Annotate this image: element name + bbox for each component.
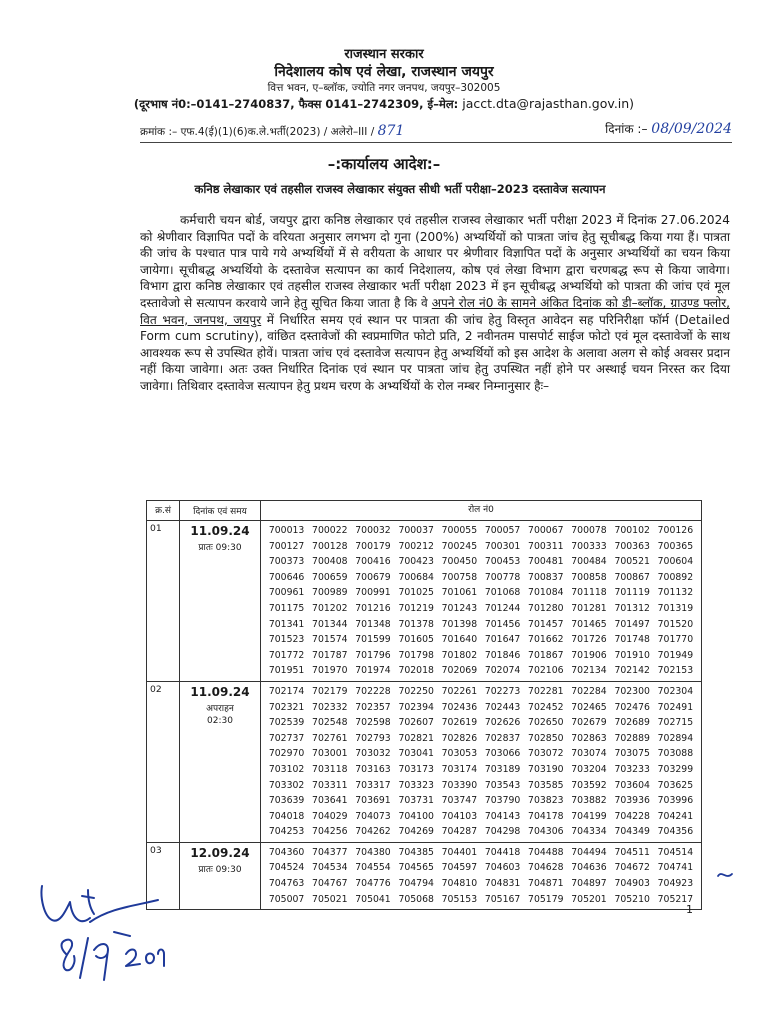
roll-number: 703299 [657, 763, 694, 775]
roll-number: 703173 [398, 763, 434, 775]
roll-number: 704628 [528, 862, 564, 874]
roll-number: 704776 [355, 878, 391, 890]
roll-number: 703747 [441, 795, 478, 807]
roll-number: 703074 [571, 748, 607, 760]
roll-number: 703936 [614, 795, 650, 807]
roll-number: 701949 [657, 649, 694, 661]
roll-number: 701906 [571, 649, 607, 661]
roll-number: 700646 [268, 571, 305, 583]
roll-number: 701175 [268, 602, 305, 614]
row-date-time [180, 681, 261, 842]
table-header-row [147, 501, 702, 521]
roll-number: 701084 [528, 587, 564, 599]
roll-number: 703072 [528, 748, 564, 760]
roll-number: 705167 [484, 893, 521, 905]
roll-number: 701523 [268, 634, 305, 646]
roll-number: 704380 [355, 846, 391, 858]
roll-number: 703790 [484, 795, 521, 807]
roll-number: 701796 [355, 649, 391, 661]
order-subject: कनिष्ठ लेखाकार एवं तहसील राजस्व लेखाकार संयुक्त सीधी भर्ती परीक्षा–2023 दस्तावेज सत्यापन [194, 182, 606, 196]
roll-number: 702539 [268, 717, 305, 729]
roll-number: 700127 [268, 540, 305, 552]
contact-prefix: (दूरभाष नं0:–0141–2740837, फैक्स 0141–2742309, ई–मेल: [133, 97, 463, 111]
roll-number: 702715 [657, 717, 694, 729]
row-serial: 01 [147, 521, 180, 682]
contact-line [0, 96, 768, 112]
roll-number: 702598 [355, 717, 391, 729]
roll-number: 700102 [614, 525, 650, 536]
roll-number: 702250 [398, 685, 434, 697]
roll-number: 704377 [312, 846, 348, 858]
roll-number: 703174 [441, 763, 478, 775]
roll-number: 704073 [355, 810, 391, 822]
roll-number: 701974 [355, 665, 391, 677]
roll-number: 701662 [528, 634, 564, 646]
roll-number: 704636 [571, 862, 607, 874]
roll-number: 701119 [614, 587, 650, 599]
roll-number: 703189 [484, 763, 521, 775]
roll-number: 703641 [312, 795, 348, 807]
roll-number: 701202 [312, 602, 348, 614]
roll-number: 701910 [614, 649, 650, 661]
roll-number: 700128 [312, 540, 348, 552]
roll-number: 704488 [528, 846, 564, 858]
roll-number: 703592 [571, 779, 607, 791]
roll-number: 703302 [268, 779, 305, 791]
roll-number: 700858 [571, 571, 607, 583]
roll-number: 702837 [484, 732, 521, 744]
roll-number: 704385 [398, 846, 434, 858]
roll-number: 701341 [268, 618, 305, 630]
roll-number: 704306 [528, 826, 564, 838]
roll-number: 704794 [398, 878, 434, 890]
roll-number: 700179 [355, 540, 391, 552]
roll-number: 700212 [398, 540, 434, 552]
roll-number: 702281 [528, 685, 564, 697]
roll-number: 703118 [312, 763, 348, 775]
roll-number: 700991 [355, 587, 391, 599]
header-date: दिनांक एवं समय [180, 501, 261, 521]
roll-number: 704511 [614, 846, 650, 858]
row-roll-numbers [261, 842, 702, 909]
roll-number: 702261 [441, 685, 478, 697]
kramank-number: 871 [377, 123, 405, 139]
roll-number: 703053 [441, 748, 478, 760]
order-date [605, 120, 732, 137]
roll-number: 702174 [268, 685, 305, 697]
roll-number: 702394 [398, 701, 434, 713]
roll-number: 702894 [657, 732, 694, 744]
roll-number: 702889 [614, 732, 650, 744]
roll-number: 700892 [657, 571, 694, 583]
row-serial: 02 [147, 681, 180, 842]
roll-number: 700778 [484, 571, 521, 583]
roll-number: 705041 [355, 893, 391, 905]
roll-number: 701599 [355, 634, 391, 646]
roll-number: 704241 [657, 810, 694, 822]
roll-number: 704494 [571, 846, 607, 858]
order-title: –:कार्यालय आदेश:– [327, 155, 441, 173]
roll-number: 705179 [528, 893, 564, 905]
roll-number: 704524 [268, 862, 305, 874]
roll-number: 700837 [528, 571, 564, 583]
roll-number: 701118 [571, 587, 607, 599]
roll-number: 703088 [657, 748, 694, 760]
roll-number: 702443 [484, 701, 521, 713]
roll-number: 700481 [528, 556, 564, 568]
roll-number: 704199 [571, 810, 607, 822]
roll-number: 702821 [398, 732, 434, 744]
roll-number: 704554 [355, 862, 391, 874]
handwritten-signature [30, 878, 190, 988]
roll-number: 702179 [312, 685, 348, 697]
roll-number: 703882 [571, 795, 607, 807]
roll-number: 704360 [268, 846, 305, 858]
roll-number: 700078 [571, 525, 607, 536]
roll-number: 701219 [398, 602, 434, 614]
roll-number: 701398 [441, 618, 478, 630]
roll-number: 701465 [571, 618, 607, 630]
roll-number: 701787 [312, 649, 348, 661]
roll-number: 704897 [571, 878, 607, 890]
roll-number: 702476 [614, 701, 650, 713]
roll-number: 703190 [528, 763, 564, 775]
roll-number: 704565 [398, 862, 434, 874]
roll-number: 705068 [398, 893, 434, 905]
row-session: अपराहन [206, 703, 234, 714]
roll-number: 702850 [528, 732, 564, 744]
roll-number: 704831 [484, 878, 521, 890]
roll-number: 701605 [398, 634, 434, 646]
roll-number: 700057 [484, 525, 521, 536]
roll-number: 701132 [657, 587, 694, 599]
roll-number: 702273 [484, 685, 521, 697]
roll-number: 700867 [614, 571, 650, 583]
roll-number: 703823 [528, 795, 564, 807]
roll-number: 700301 [484, 540, 521, 552]
roll-number: 701280 [528, 602, 564, 614]
roll-number: 700333 [571, 540, 607, 552]
roll-number: 702491 [657, 701, 694, 713]
roll-number: 701281 [571, 602, 607, 614]
roll-number: 702761 [312, 732, 348, 744]
roll-grid [262, 522, 700, 680]
roll-number: 702689 [614, 717, 650, 729]
roll-number: 700311 [528, 540, 564, 552]
roll-number: 703233 [614, 763, 650, 775]
roll-number: 700022 [312, 525, 348, 536]
row-session: प्रातः 09:30 [198, 864, 242, 875]
roll-number: 702607 [398, 717, 434, 729]
roll-number: 703323 [398, 779, 434, 791]
roll-number: 702679 [571, 717, 607, 729]
order-body [140, 212, 730, 395]
reference-line [140, 120, 732, 142]
roll-number: 701798 [398, 649, 434, 661]
roll-number: 702452 [528, 701, 564, 713]
roll-number: 704253 [268, 826, 305, 838]
roll-number: 700450 [441, 556, 478, 568]
roll-number: 701951 [268, 665, 305, 677]
roll-number: 703102 [268, 763, 305, 775]
row-date: 11.09.24 [190, 684, 250, 699]
roll-number: 702228 [355, 685, 391, 697]
row-date: 11.09.24 [190, 524, 250, 538]
roll-number: 700013 [268, 525, 305, 536]
roll-number: 700055 [441, 525, 478, 536]
roll-number: 703032 [355, 748, 391, 760]
row-roll-numbers [261, 521, 702, 682]
roll-number: 704597 [441, 862, 478, 874]
roll-number: 700604 [657, 556, 694, 568]
roll-number: 701344 [312, 618, 348, 630]
roll-number: 701312 [614, 602, 650, 614]
roll-number: 702863 [571, 732, 607, 744]
roll-number: 702619 [441, 717, 478, 729]
roll-number: 702321 [268, 701, 305, 713]
roll-number: 702436 [441, 701, 478, 713]
roll-number: 702304 [657, 685, 694, 697]
roll-grid [262, 683, 700, 841]
divider [140, 142, 732, 143]
roll-number: 704349 [614, 826, 650, 838]
roll-number: 704287 [441, 826, 478, 838]
roll-number: 702142 [614, 665, 650, 677]
date-label: दिनांक :– [605, 122, 652, 136]
roll-number: 701574 [312, 634, 348, 646]
roll-number: 701348 [355, 618, 391, 630]
roll-number: 700373 [268, 556, 305, 568]
roll-number: 701867 [528, 649, 564, 661]
roll-number: 704903 [614, 878, 650, 890]
row-serial: 03 [147, 842, 180, 909]
roll-number: 704741 [657, 862, 694, 874]
roll-number: 701068 [484, 587, 521, 599]
roll-number: 704334 [571, 826, 607, 838]
roll-number: 700363 [614, 540, 650, 552]
roll-number: 700521 [614, 556, 650, 568]
roll-number: 703543 [484, 779, 521, 791]
roll-number: 703066 [484, 748, 521, 760]
roll-number: 700408 [312, 556, 348, 568]
roll-number: 703585 [528, 779, 564, 791]
roll-number: 704810 [441, 878, 478, 890]
roll-number: 702153 [657, 665, 694, 677]
date-value: 08/09/2024 [651, 121, 732, 137]
row-date-time [180, 842, 261, 909]
roll-number: 700659 [312, 571, 348, 583]
roll-number: 701456 [484, 618, 521, 630]
row-time: 02:30 [207, 715, 233, 726]
roll-number: 703317 [355, 779, 391, 791]
row-roll-numbers [261, 681, 702, 842]
roll-number: 701970 [312, 665, 348, 677]
roll-number: 704401 [441, 846, 478, 858]
roll-number: 700032 [355, 525, 391, 536]
body-part-1: कर्मचारी चयन बोर्ड, जयपुर द्वारा कनिष्ठ लेखाकार एवं तहसील राजस्व लेखाकार भर्ती परीक्षा 2023 में दिनांक 27.06.2024 को श्रेणीवार विज्ञापित पदों के वरियता अनुसार लगभग दो गुना (200%) अभ्यर्थियों को पात्रता जांच हेतु सूचीबद्ध किया गया हैं। पात्रता की जांच के पश्चात पात्र पाये गये अभ्यर्थियों में से वरीयता के आधार पर श्रेणीवार विज्ञापित पदों के अनुसार अभ्यर्थियों का चयन किया जायेगा। सूचीबद्ध अभ्यर्थियो के दस्तावेज सत्यापन का कार्य निदेशालय, कोष एवं लेखा विभाग द्वारा चरणबद्ध रूप से किया जावेगा। विभाग द्वारा कनिष्ठ लेखाकार एवं तहसील राजस्व लेखाकार भर्ती परीक्षा 2023 में इन सूचीबद्ध अभ्यर्थियो को पात्रता की जांच एवं मूल दस्तावेजो से सत्यापन करवाये जाने हेतु सूचित किया जाता है कि वे [140, 213, 730, 310]
order-number [140, 123, 404, 139]
roll-number: 700365 [657, 540, 694, 552]
roll-number: 702134 [571, 665, 607, 677]
roll-number: 703625 [657, 779, 694, 791]
roll-number: 701520 [657, 618, 694, 630]
roll-number: 701378 [398, 618, 434, 630]
roll-number: 703691 [355, 795, 391, 807]
roll-number: 704871 [528, 878, 564, 890]
roll-number: 704298 [484, 826, 521, 838]
govt-name: राजस्थान सरकार [344, 47, 424, 62]
roll-number: 702284 [571, 685, 607, 697]
roll-number: 703311 [312, 779, 348, 791]
roll-number: 702650 [528, 717, 564, 729]
roll-number: 703390 [441, 779, 478, 791]
roll-number: 703163 [355, 763, 391, 775]
office-name: निदेशालय कोष एवं लेखा, राजस्थान जयपुर [274, 64, 494, 80]
roll-number: 703001 [312, 748, 348, 760]
table-row [147, 681, 702, 842]
roll-number: 700416 [355, 556, 391, 568]
roll-number: 700126 [657, 525, 694, 536]
roll-number: 705007 [268, 893, 305, 905]
roll-number: 705210 [614, 893, 650, 905]
roll-number: 700679 [355, 571, 391, 583]
roll-number: 700989 [312, 587, 348, 599]
roll-number: 705021 [312, 893, 348, 905]
roll-number: 704356 [657, 826, 694, 838]
roll-number: 704018 [268, 810, 305, 822]
roll-number: 704262 [355, 826, 391, 838]
roll-number: 702332 [312, 701, 348, 713]
roll-number: 700961 [268, 587, 305, 599]
roll-number: 701846 [484, 649, 521, 661]
roll-number: 701061 [441, 587, 478, 599]
roll-number: 700758 [441, 571, 478, 583]
roll-number: 701748 [614, 634, 650, 646]
office-address: वित्त भवन, ए–ब्लॉक, ज्योति नगर जनपथ, जयपुर–302005 [267, 82, 501, 94]
roll-number: 701772 [268, 649, 305, 661]
roll-number: 702357 [355, 701, 391, 713]
roll-number: 705201 [571, 893, 607, 905]
roll-number: 704418 [484, 846, 521, 858]
roll-number: 704763 [268, 878, 305, 890]
roll-number: 704228 [614, 810, 650, 822]
roll-number: 705153 [441, 893, 478, 905]
roll-number: 701216 [355, 602, 391, 614]
roll-number: 702737 [268, 732, 305, 744]
roll-number: 701244 [484, 602, 521, 614]
roll-number: 701457 [528, 618, 564, 630]
roll-number: 701726 [571, 634, 607, 646]
roll-number: 702548 [312, 717, 348, 729]
roll-grid [262, 844, 700, 908]
roll-number: 704029 [312, 810, 348, 822]
roll-number: 702018 [398, 665, 434, 677]
roll-number: 702074 [484, 665, 521, 677]
table-row [147, 842, 702, 909]
roll-number: 702465 [571, 701, 607, 713]
roll-number: 704178 [528, 810, 564, 822]
roll-number: 700453 [484, 556, 521, 568]
roll-number: 704143 [484, 810, 521, 822]
roll-number: 704103 [441, 810, 478, 822]
row-session: प्रातः 09:30 [198, 543, 242, 553]
body-underlined: अपने रोल नं0 के सामने अंकित दिनांक को डी–ब्लॉक, ग्राउण्ड फ्लोर, वित भवन, जनपथ, जयपुर [140, 295, 730, 327]
roll-number: 700245 [441, 540, 478, 552]
roll-number: 704767 [312, 878, 348, 890]
roll-number: 703041 [398, 748, 434, 760]
roll-number: 703204 [571, 763, 607, 775]
roll-number: 704256 [312, 826, 348, 838]
roll-number: 701770 [657, 634, 694, 646]
roll-number: 702106 [528, 665, 564, 677]
roll-number: 701497 [614, 618, 650, 630]
roll-number: 703639 [268, 795, 305, 807]
roll-number: 700067 [528, 525, 564, 536]
roll-number: 700484 [571, 556, 607, 568]
roll-number: 701319 [657, 602, 694, 614]
roll-number: 704923 [657, 878, 694, 890]
page-number: 1 [686, 903, 693, 916]
header-sn: क्र.सं [147, 501, 180, 521]
roll-number: 702970 [268, 748, 305, 760]
roll-number: 701243 [441, 602, 478, 614]
roll-number: 703996 [657, 795, 694, 807]
pen-mark [716, 868, 736, 882]
roll-number: 702069 [441, 665, 478, 677]
row-date-time [180, 521, 261, 682]
roll-number-table [146, 500, 702, 910]
roll-number: 704100 [398, 810, 434, 822]
roll-number: 701647 [484, 634, 521, 646]
body-part-2: में निर्धारित समय एवं स्थान पर पात्रता की जांच हेतु विस्तृत आवेदन सह परिनिरीक्षा फॉर्म (Detailed Form cum scrutiny), वांछित दस्तावेजों की स्वप्रमाणित फोटो प्रति, 2 नवीनतम पासपोर्ट साईज फोटो एवं मूल दस्तावेजों के साथ आवश्यक रूप से उपस्थित होवें। पात्रता जांच एवं दस्तावेज सत्यापन हेतु अभ्यर्थियों को इस आदेश के अलावा अलग से कोई अवसर प्रदान नहीं किया जावेगा। अतः उक्त निर्धारित दिनांक एवं स्थान पर पात्रता जांच हेतु उपस्थित नहीं होने पर अस्थाई चयन निरस्त कर दिया जावेगा। तिथिवार दस्तावेज सत्यापन हेतु प्रथम चरण के अभ्यर्थियों के रोल नम्बर निम्नानुसार हैः– [140, 312, 730, 393]
roll-number: 702626 [484, 717, 521, 729]
table-row [147, 521, 702, 682]
roll-number: 703075 [614, 748, 650, 760]
kramank-label: क्रमांक :– एफ.4(ई)(1)(6)क.ले.भर्ती(2023) / अलेरो–III / [140, 126, 378, 138]
roll-number: 700423 [398, 556, 434, 568]
roll-number: 703731 [398, 795, 434, 807]
roll-number: 705217 [657, 893, 694, 905]
roll-number: 701640 [441, 634, 478, 646]
roll-number: 704603 [484, 862, 521, 874]
email-address: jacct.dta@rajasthan.gov.in) [462, 96, 635, 111]
roll-number: 702793 [355, 732, 391, 744]
row-date: 12.09.24 [190, 845, 250, 860]
roll-number: 704514 [657, 846, 694, 858]
roll-number: 700684 [398, 571, 434, 583]
roll-number: 702300 [614, 685, 650, 697]
roll-number: 704672 [614, 862, 650, 874]
roll-number: 700037 [398, 525, 434, 536]
roll-number: 701025 [398, 587, 434, 599]
roll-number: 704269 [398, 826, 434, 838]
roll-number: 704534 [312, 862, 348, 874]
roll-number: 703604 [614, 779, 650, 791]
roll-number: 702826 [441, 732, 478, 744]
roll-number: 701802 [441, 649, 478, 661]
header-rolls: रोल नं0 [261, 501, 702, 521]
